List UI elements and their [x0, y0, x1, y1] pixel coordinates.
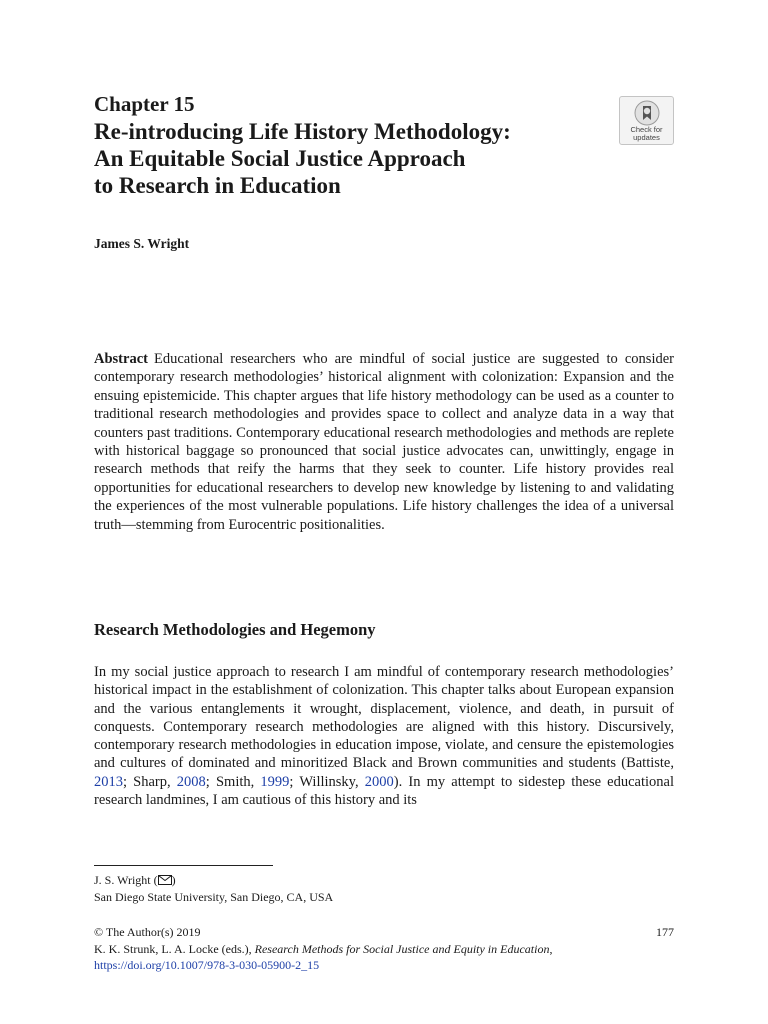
affiliation-author-name: J. S. Wright (	[94, 873, 158, 887]
body-paragraph	[94, 663, 674, 809]
paragraph-text: ). In my attempt to sidestep these educational research landmines, I am cautious of this history and its	[94, 773, 675, 809]
chapter-title-line: An Equitable Social Justice Approach	[94, 146, 466, 171]
page-number: 177	[656, 925, 674, 939]
check-for-updates-icon	[634, 100, 660, 126]
copyright-line: © The Author(s) 2019	[94, 925, 201, 939]
abstract	[94, 350, 674, 534]
affiliation-institution: San Diego State University, San Diego, CA, USA	[94, 889, 334, 904]
citation-author: Battiste,	[626, 755, 674, 772]
chapter-title-line: Re-introducing Life History Methodology:	[94, 119, 511, 144]
affiliation-author-line	[94, 872, 333, 889]
abstract-label: Abstract	[94, 351, 148, 367]
author-name: James S. Wright	[94, 236, 190, 251]
book-title: Research Methods for Social Justice and Equity in Education	[254, 941, 550, 956]
paragraph-text: In my social justice approach to research I am mindful of contemporary research methodologies’ historical impact in the establishment of colonization. This chapter talks about European expansion and the various entanglements it wrought, displacement, violence, and death, in pursuit of conquests. Contemporary research methodologies are aligned with this history. Discursively, contemporary research methodologies in education impose, violate, and censure the epistemologies and cultures of dominated and minoritized Black and Brown communities and students (	[94, 664, 674, 772]
comma: ,	[549, 941, 553, 956]
citation-link[interactable]: 2008	[176, 773, 206, 790]
citation-author: ; Smith,	[205, 773, 261, 790]
affiliation-author-close: )	[171, 873, 176, 887]
author-affiliation	[94, 872, 333, 905]
editors: K. K. Strunk, L. A. Locke (eds.),	[94, 941, 255, 956]
citation-author: ; Sharp,	[123, 773, 177, 790]
citation-line	[94, 941, 674, 974]
footnote-divider	[94, 865, 273, 866]
section-heading: Research Methodologies and Hegemony	[94, 620, 376, 639]
doi-link[interactable]: https://doi.org/10.1007/978-3-030-05900-2_15	[94, 958, 320, 972]
chapter-title-line: to Research in Education	[94, 173, 341, 198]
citation-link[interactable]: 1999	[260, 773, 290, 790]
citation-link[interactable]: 2000	[364, 773, 394, 790]
check-for-updates-badge[interactable]	[619, 96, 674, 145]
badge-text-line2: updates	[633, 133, 660, 142]
envelope-icon[interactable]	[158, 875, 172, 885]
chapter-title	[94, 118, 634, 199]
citation-link[interactable]: 2013	[94, 773, 123, 790]
citation-author: ; Willinsky,	[289, 773, 365, 790]
copyright-block	[94, 924, 674, 974]
chapter-number: Chapter 15	[94, 92, 195, 116]
badge-text-line1: Check for	[630, 125, 663, 134]
abstract-text: Educational researchers who are mindful of social justice are suggested to consider contemporary research methodologies’ historical alignment with colonization: Expansion and the ensuing epistemicide. This chapter argues that life history methodology can be used as a counter to traditional research methodologies and provides space to collect and analyze data in a way that counters past traditions. Contemporary educational research methodologies and methods are replete with historical baggage so pronounced that social justice advocates can, unwittingly, engage in research methods that reify the harms that they seek to counter. Life history provides real opportunities for educational researchers to develop new knowledge by listening to and validating the experiences of the most vulnerable populations. Life history challenges the idea of a universal truth—stemming from Eurocentric positionalities.	[94, 351, 674, 533]
